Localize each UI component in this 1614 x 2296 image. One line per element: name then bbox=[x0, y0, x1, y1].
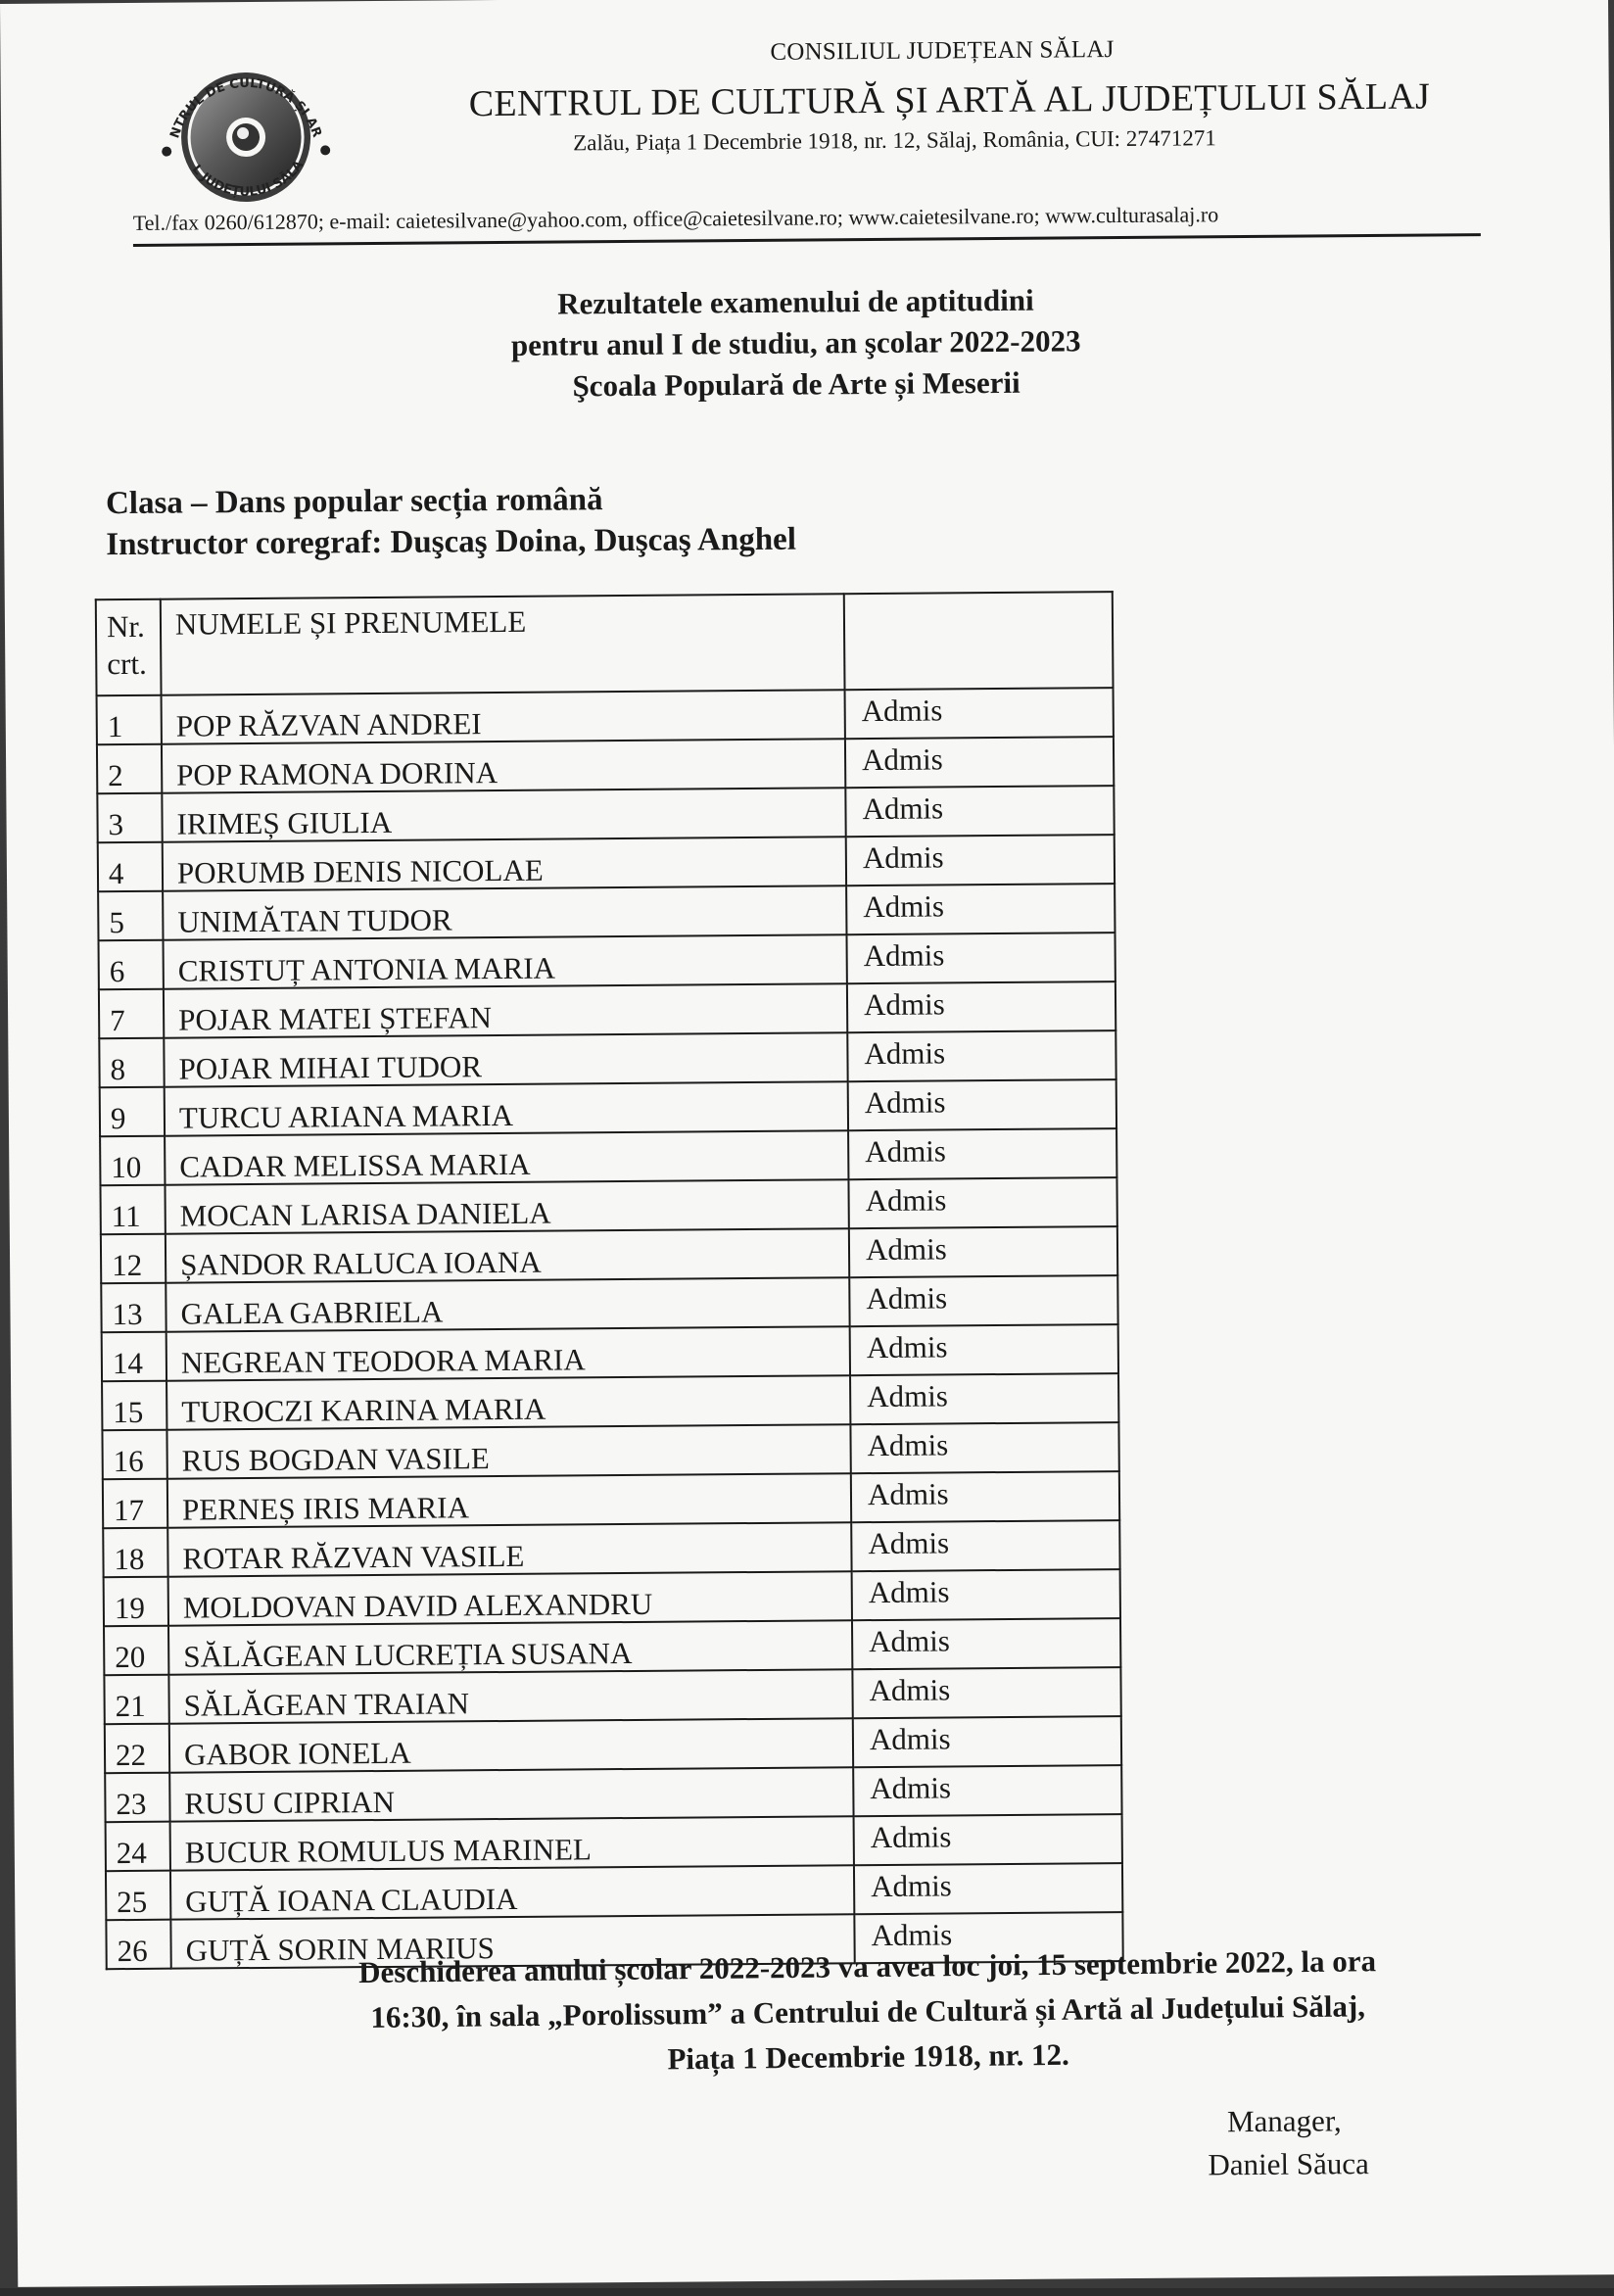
row-status: Admis bbox=[854, 1912, 1122, 1963]
row-status: Admis bbox=[851, 1520, 1119, 1571]
title-line-1: Rezultatele examenului de aptitudini bbox=[557, 282, 1034, 321]
row-nr: 23 bbox=[105, 1773, 169, 1823]
row-name: POP RĂZVAN ANDREI bbox=[162, 690, 845, 743]
row-name: ROTAR RĂZVAN VASILE bbox=[167, 1522, 851, 1576]
row-status: Admis bbox=[853, 1765, 1121, 1816]
row-nr: 11 bbox=[100, 1185, 165, 1235]
document-title bbox=[296, 278, 1296, 409]
row-name: NEGREAN TEODORA MARIA bbox=[166, 1326, 850, 1380]
row-name: IRIMEȘ GIULIA bbox=[162, 788, 845, 841]
row-status: Admis bbox=[850, 1324, 1118, 1375]
row-status: Admis bbox=[852, 1569, 1120, 1620]
row-nr: 24 bbox=[106, 1822, 170, 1872]
row-name: PORUMB DENIS NICOLAE bbox=[163, 837, 846, 890]
row-name: TURCU ARIANA MARIA bbox=[165, 1081, 848, 1135]
row-name: RUSU CIPRIAN bbox=[169, 1767, 853, 1821]
row-nr: 7 bbox=[99, 989, 164, 1039]
table-row bbox=[105, 1716, 1121, 1773]
table-row bbox=[98, 835, 1115, 891]
row-nr: 5 bbox=[98, 891, 163, 941]
header-divider bbox=[133, 233, 1481, 247]
row-status: Admis bbox=[852, 1618, 1120, 1669]
table-row bbox=[99, 933, 1116, 989]
scan-edge bbox=[0, 2288, 1614, 2296]
notice-line-2: 16:30, în sala „Porolissum” a Centrului de Cultură și Artă al Județului Sălaj, bbox=[370, 1988, 1366, 2034]
row-status: Admis bbox=[845, 688, 1114, 739]
table-row bbox=[97, 688, 1114, 744]
row-nr: 20 bbox=[104, 1626, 168, 1676]
row-nr: 17 bbox=[103, 1479, 167, 1529]
table-row bbox=[104, 1667, 1120, 1724]
row-name: SĂLĂGEAN LUCREȚIA SUSANA bbox=[168, 1620, 852, 1674]
row-nr: 8 bbox=[99, 1038, 164, 1088]
table-row bbox=[102, 1324, 1118, 1381]
row-name: SĂLĂGEAN TRAIAN bbox=[168, 1669, 852, 1723]
row-status: Admis bbox=[846, 835, 1115, 885]
results-table bbox=[95, 591, 1124, 1970]
table-row bbox=[102, 1373, 1118, 1430]
table-row bbox=[105, 1765, 1121, 1822]
instructor-name: Instructor coregraf: Duşcaş Doina, Duşcaş Anghel bbox=[106, 521, 797, 563]
row-status: Admis bbox=[851, 1471, 1119, 1522]
row-nr: 15 bbox=[102, 1381, 166, 1431]
table-row bbox=[97, 786, 1114, 842]
row-nr: 25 bbox=[106, 1871, 170, 1921]
row-status: Admis bbox=[849, 1226, 1117, 1277]
svg-text:AL JUDEȚULUI SĂLAJ: AL JUDEȚULUI SĂLAJ bbox=[188, 158, 308, 200]
institution-address: Zalău, Piața 1 Decembrie 1918, nr. 12, Sălaj, România, CUI: 27471271 bbox=[573, 125, 1216, 156]
row-status: Admis bbox=[848, 1079, 1116, 1130]
row-name: POP RAMONA DORINA bbox=[162, 739, 845, 792]
row-name: TUROCZI KARINA MARIA bbox=[166, 1375, 850, 1429]
row-status: Admis bbox=[846, 884, 1115, 934]
row-status: Admis bbox=[852, 1667, 1120, 1718]
row-status: Admis bbox=[848, 1177, 1116, 1228]
row-nr: 22 bbox=[105, 1724, 169, 1774]
row-status: Admis bbox=[850, 1373, 1118, 1424]
row-name: GALEA GABRIELA bbox=[166, 1277, 849, 1331]
row-name: BUCUR ROMULUS MARINEL bbox=[170, 1816, 854, 1870]
class-info bbox=[106, 478, 796, 566]
row-nr: 19 bbox=[104, 1577, 168, 1627]
notice-line-1: Deschiderea anului școlar 2022-2023 va avea loc joi, 15 septembrie 2022, la ora bbox=[357, 1943, 1377, 1989]
row-name: CRISTUȚ ANTONIA MARIA bbox=[164, 934, 847, 988]
row-name: RUS BOGDAN VASILE bbox=[166, 1424, 850, 1478]
table-row bbox=[104, 1569, 1120, 1626]
signature-title: Manager, bbox=[1226, 2103, 1342, 2139]
row-status: Admis bbox=[845, 737, 1114, 788]
row-status: Admis bbox=[845, 786, 1114, 837]
council-name: CONSILIUL JUDEȚEAN SĂLAJ bbox=[770, 36, 1115, 66]
header-name: NUMELE ȘI PRENUMELE bbox=[161, 594, 845, 694]
row-nr: 1 bbox=[97, 695, 162, 745]
table-row bbox=[106, 1863, 1122, 1920]
table-row bbox=[104, 1618, 1120, 1675]
row-nr: 16 bbox=[102, 1430, 166, 1480]
row-nr: 10 bbox=[100, 1136, 165, 1186]
table-row bbox=[100, 1079, 1116, 1136]
row-name: CADAR MELISSA MARIA bbox=[165, 1130, 848, 1184]
svg-text:CENTRUL DE CULTURĂ ȘI ARTĂ: CENTRUL DE CULTURĂ ȘI ARTĂ bbox=[167, 75, 324, 141]
row-name: GUȚĂ SORIN MARIUS bbox=[170, 1914, 854, 1968]
row-status: Admis bbox=[854, 1863, 1122, 1914]
row-status: Admis bbox=[847, 1030, 1116, 1081]
opening-notice bbox=[211, 1937, 1524, 2087]
institution-name: CENTRUL DE CULTURĂ ȘI ARTĂ AL JUDEȚULUI SĂLAJ bbox=[468, 75, 1431, 125]
table-row bbox=[100, 1177, 1116, 1234]
table-row bbox=[106, 1814, 1122, 1871]
disc-emblem-icon bbox=[147, 32, 345, 230]
row-nr: 12 bbox=[101, 1234, 166, 1284]
row-nr: 14 bbox=[102, 1332, 166, 1382]
row-name: GABOR IONELA bbox=[169, 1718, 853, 1772]
table-row bbox=[102, 1422, 1118, 1479]
row-nr: 18 bbox=[103, 1528, 167, 1578]
row-name: MOCAN LARISA DANIELA bbox=[165, 1179, 848, 1233]
row-name: MOLDOVAN DAVID ALEXANDRU bbox=[168, 1571, 852, 1625]
table-header-row bbox=[96, 592, 1114, 695]
row-status: Admis bbox=[850, 1422, 1118, 1473]
row-name: UNIMĂTAN TUDOR bbox=[163, 885, 846, 939]
title-line-3: Şcoala Populară de Arte și Meserii bbox=[572, 364, 1021, 404]
title-line-2: pentru anul I de studiu, an şcolar 2022-2023 bbox=[510, 323, 1081, 362]
row-status: Admis bbox=[848, 1128, 1116, 1179]
table-row bbox=[98, 884, 1115, 940]
row-name: PERNEȘ IRIS MARIA bbox=[167, 1473, 851, 1527]
row-name: GUȚĂ IOANA CLAUDIA bbox=[170, 1865, 854, 1919]
table-row bbox=[101, 1275, 1117, 1332]
notice-line-3: Piața 1 Decembrie 1918, nr. 12. bbox=[667, 2036, 1070, 2077]
row-nr: 3 bbox=[97, 793, 162, 843]
row-nr: 4 bbox=[98, 842, 163, 892]
row-nr: 2 bbox=[97, 744, 162, 794]
row-status: Admis bbox=[847, 981, 1116, 1032]
row-status: Admis bbox=[849, 1275, 1117, 1326]
table-row bbox=[101, 1226, 1117, 1283]
row-name: POJAR MIHAI TUDOR bbox=[164, 1032, 847, 1086]
table-row bbox=[99, 981, 1116, 1038]
signature-name: Daniel Săuca bbox=[1208, 2146, 1369, 2182]
row-name: POJAR MATEI ȘTEFAN bbox=[164, 983, 847, 1037]
table-row bbox=[103, 1471, 1119, 1528]
contact-line: Tel./fax 0260/612870; e-mail: caietesilvane@yahoo.com, office@caietesilvane.ro; www.caietesilvane.ro; www.culturasalaj.ro bbox=[132, 202, 1219, 235]
header-status bbox=[844, 592, 1114, 690]
signature-block bbox=[1208, 2099, 1369, 2186]
table-row bbox=[100, 1128, 1116, 1185]
row-status: Admis bbox=[854, 1814, 1122, 1865]
institution-logo bbox=[147, 32, 345, 230]
class-name: Clasa – Dans popular secția română bbox=[105, 482, 603, 522]
header-nr: Nr. crt. bbox=[96, 599, 162, 696]
table-row bbox=[103, 1520, 1119, 1577]
row-status: Admis bbox=[853, 1716, 1121, 1767]
row-nr: 9 bbox=[100, 1087, 165, 1137]
row-nr: 6 bbox=[99, 940, 164, 990]
table-row bbox=[99, 1030, 1116, 1087]
row-status: Admis bbox=[846, 933, 1115, 983]
row-nr: 21 bbox=[104, 1675, 168, 1725]
row-name: ȘANDOR RALUCA IOANA bbox=[166, 1228, 849, 1282]
row-nr: 26 bbox=[106, 1920, 170, 1970]
row-nr: 13 bbox=[101, 1283, 166, 1333]
table-row bbox=[97, 737, 1114, 793]
